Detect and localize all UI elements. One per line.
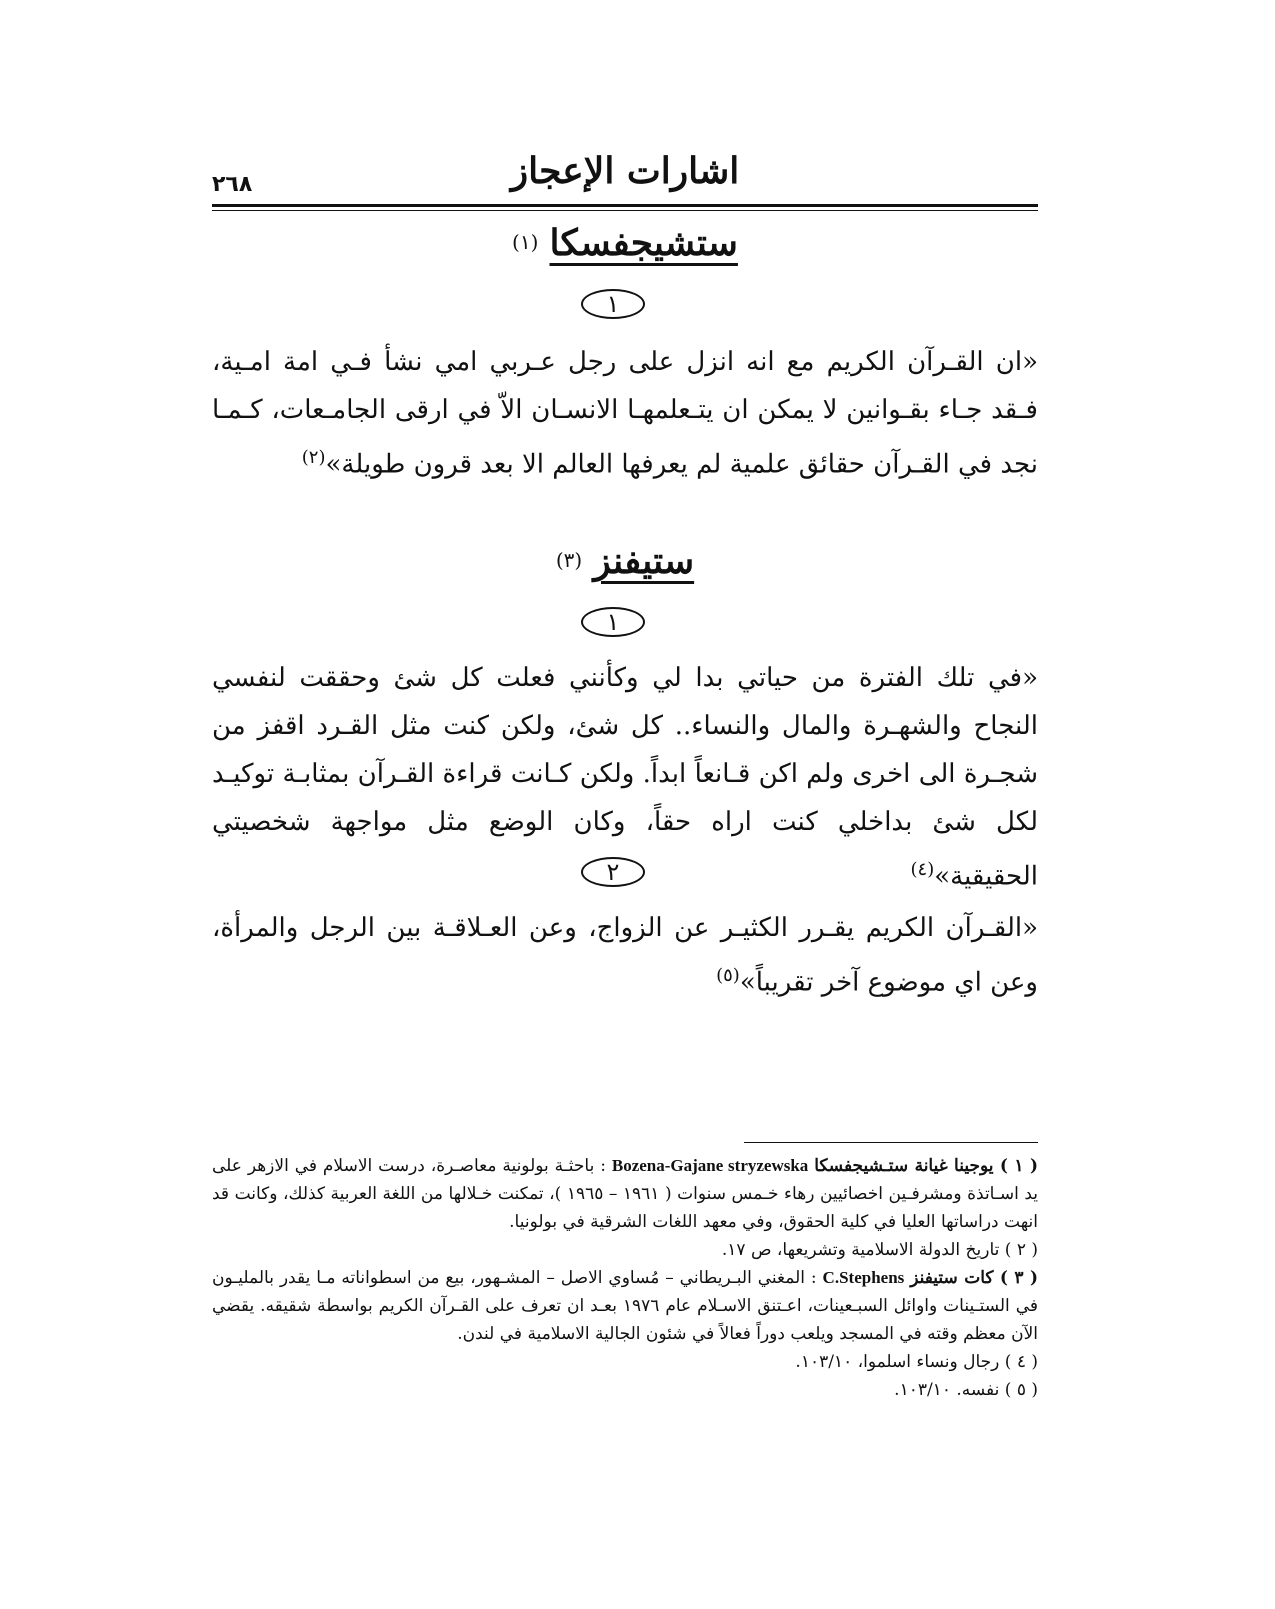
- quote-text: «في تلك الفترة من حياتي بدا لي وكأنني فعلت كل شئ وحققت لنفسي النجاح والشهـرة والمال والنساء.. كل شئ، ولكن كنت مثل القـرد اقفز من شجـرة الى اخرى ولم اكن قـانعاً ابداً. ولكن كـانت قراءة القـرآن بمثابـة توكيـد لكل شئ بداخلي كنت اراه حقاً، وكان الوضع مثل مواجهة شخصيتي الحقيقية»: [212, 663, 1038, 892]
- footnote-text: : المغني البـريطاني – مُساوي الاصل – المشـهور، بيع من اسطواناته مـا يقدر بالمليـون في الستـينات واوائل السبـعينات، اعـتنق الاسـلام عام ١٩٧٦ بعـد ان تعرف على القـرآن الكريم بواسطة شقيقه. يقضي الآن معظم وقته في المسجد ويلعب دوراً فعالاً في شئون الجالية الاسلامية في لندن.: [212, 1268, 1038, 1344]
- footnote-ref: (٤): [910, 859, 935, 880]
- quote-text: «القـرآن الكريم يقـرر الكثيـر عن الزواج، وعن العـلاقـة بين الرجل والمرأة، وعن اي موضوع آخر تقريباً»: [212, 913, 1038, 998]
- footnote-ref: (٢): [301, 447, 326, 468]
- page-header: [212, 150, 1038, 200]
- footnote-separator: [744, 1142, 1038, 1143]
- running-title: اشارات الإعجاز: [510, 150, 740, 192]
- footnote-label: ( ٣ ) كات ستيفنز: [910, 1268, 1039, 1288]
- quote-number-badge: ١: [581, 607, 645, 637]
- footnote-4: ( ٤ ) رجال ونساء اسلموا، ١٠٣/١٠.: [795, 1352, 1038, 1372]
- footnote-2: ( ٢ ) تاريخ الدولة الاسلامية وتشريعها، ص ١٧.: [721, 1240, 1038, 1260]
- header-rule-thin: [212, 210, 1038, 211]
- footnote-ref: (٥): [716, 965, 740, 986]
- quote-paragraph: [212, 338, 1038, 489]
- header-rule-thick: [212, 204, 1038, 207]
- quote-number-badge: ١: [581, 289, 645, 319]
- footnote-ref: (٣): [555, 547, 583, 572]
- section-name: ستشيجفسكا: [549, 222, 738, 264]
- quote-number-badge: ٢: [581, 857, 645, 887]
- quote-text: «ان القـرآن الكريم مع انه انزل على رجل عـربي امي نشأ فـي امة امـية، فـقد جـاء بقـوانين لا يمكن ان يتـعلمهـا الانسـان الاّ في ارقى الجامـعات، كـمـا نجد في القـرآن حقائق علمية لم يعرفها العالم الا بعد قرون طويلة»: [212, 347, 1038, 480]
- footnotes: [212, 1152, 1038, 1404]
- section-heading-1: [212, 222, 1038, 264]
- footnote-latin-name: C.Stephens: [822, 1268, 905, 1287]
- footnote-3: [212, 1264, 1038, 1348]
- footnote-ref: (١): [512, 229, 539, 254]
- section-name: ستيفنز: [593, 540, 695, 582]
- footnote-text: : باحثـة بولونية معاصـرة، درست الاسلام في الازهر على يد اسـاتذة ومشرفـين اخصائيين رهاء خـمس سنوات ( ١٩٦١ – ١٩٦٥ )، تمكنت خـلالها من اللغة العربية كذلك، وكانت قد انهت دراساتها العليا في كلية الحقوق، وفي معهد اللغات الشرقية في بولونيا.: [212, 1156, 1038, 1232]
- footnote-1: [212, 1152, 1038, 1236]
- section-heading-2: [212, 540, 1038, 582]
- footnote-5: ( ٥ ) نفسه. ١٠٣/١٠.: [894, 1380, 1038, 1400]
- quote-paragraph: [212, 904, 1038, 1007]
- page-number: ٢٦٨: [212, 172, 253, 197]
- footnote-latin-name: Bozena-Gajane stryzewska: [611, 1156, 809, 1175]
- footnote-label: ( ١ ) يوجينا غيانة ستـشيجفسكا: [814, 1156, 1038, 1176]
